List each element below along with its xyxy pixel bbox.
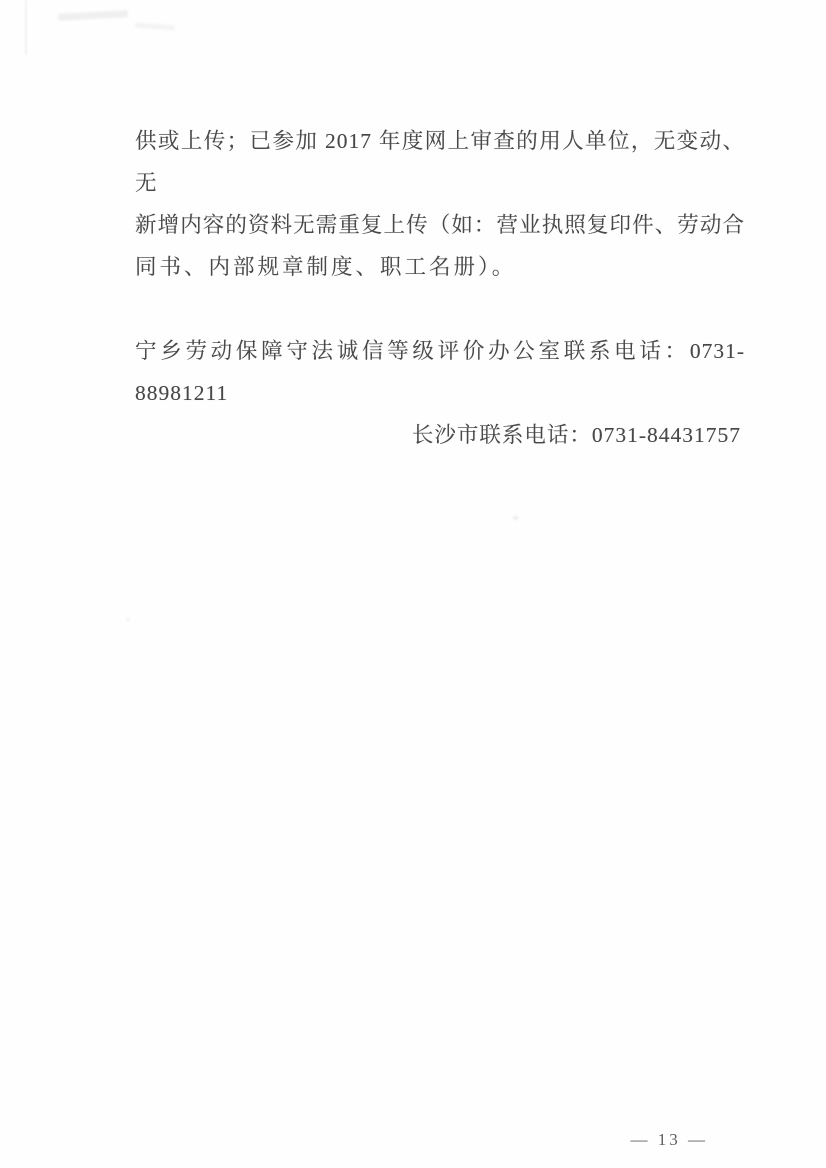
paragraph-line: 同书、内部规章制度、职工名册）。: [135, 255, 517, 279]
scan-artifact: [135, 23, 175, 31]
paragraph-line: 新增内容的资料无需重复上传（如：营业执照复印件、劳动合: [135, 213, 745, 237]
scan-artifact: [58, 10, 128, 21]
scan-artifact: [513, 516, 518, 520]
paragraph-gap: [135, 288, 745, 330]
scan-artifact: [25, 0, 27, 55]
document-body: [135, 120, 745, 456]
page-number: — 13 —: [630, 1130, 708, 1149]
contact-line-changsha: 长沙市联系电话：0731-84431757: [411, 423, 741, 447]
paragraph-line: 供或上传；已参加 2017 年度网上审查的用人单位，无变动、无: [135, 129, 745, 195]
scan-artifact: [126, 618, 130, 621]
contact-line-ningxiang: 宁乡劳动保障守法诚信等级评价办公室联系电话：0731-88981211: [135, 339, 745, 405]
